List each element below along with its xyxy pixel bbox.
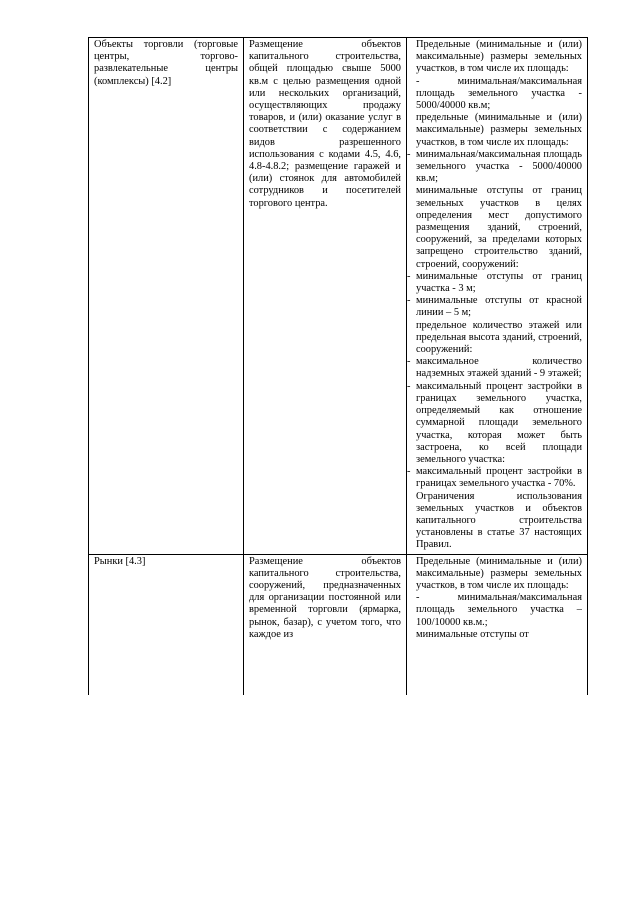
param-list-item: - минимальные отступы от красной линии – 5 м; <box>416 295 582 319</box>
param-text: предельное количество этажей или предельная высота зданий, строений, сооружений: <box>416 319 582 356</box>
use-type-text: Рынки [4.3] <box>94 555 146 567</box>
param-text: предельные (минимальные и (или) максимальные) размеры земельных участков, в том числе их площадь: <box>416 112 582 148</box>
param-text: Ограничения использования земельных участков и объектов капитального строительства установлены в статье 37 настоящих Правил. <box>416 490 582 551</box>
table-row <box>89 38 588 555</box>
use-type-cell <box>89 38 244 555</box>
use-type-cell <box>89 554 244 695</box>
regulations-table <box>88 37 588 695</box>
param-text: Предельные (минимальные и (или) максимальные) размеры земельных участков, в том числе их площадь: <box>416 39 582 75</box>
param-list-item: - минимальные отступы от границ участка - 3 м; <box>416 271 582 295</box>
param-list-item: - максимальный процент застройки в границах земельного участка - 70%. <box>416 466 582 490</box>
parameters-cell <box>407 554 588 695</box>
param-text: минимальные отступы от границ земельных участков в целях определения мест допустимого размещения зданий, строений, сооружений, за пределами которых запрещено строительство зданий, строений, сооружений: <box>416 185 582 270</box>
description-cell <box>244 38 407 555</box>
param-text: - минимальная/максимальная площадь земельного участка - 5000/40000 кв.м; <box>416 75 582 112</box>
param-text: - минимальная/максимальная площадь земельного участка – 100/10000 кв.м.; <box>416 592 582 628</box>
param-text: Предельные (минимальные и (или) максимальные) размеры земельных участков, в том числе их площадь: <box>416 555 582 591</box>
param-list-item: - максимальный процент застройки в границах земельного участка, определяемый как отношение суммарной площади земельного участка, которая может быть застроена, ко всей площади земельного участка: <box>416 381 582 466</box>
param-list-item: - максимальное количество надземных этажей зданий - 9 этажей; <box>416 356 582 380</box>
param-list-item: - минимальная/максимальная площадь земельного участка - 5000/40000 кв.м; <box>416 149 582 186</box>
description-cell <box>244 554 407 695</box>
description-text: Размещение объектов капитального строительства, общей площадью свыше 5000 кв.м с целью размещения одной или нескольких организаций, осуществляющих продажу товаров, и (или) оказание услуг в соответствии с содержанием видов разрешенного использования с кодами 4.5, 4.6, 4.8-4.8.2; размещение гаражей и (или) стоянок для автомобилей сотрудников и посетителей торгового центра. <box>249 39 401 209</box>
parameters-cell <box>407 38 588 555</box>
table-row <box>89 554 588 695</box>
use-type-text: Объекты торговли (торговые центры, торгово-развлекательные центры (комплексы) [4.2] <box>94 39 238 87</box>
description-text: Размещение объектов капитального строительства, сооружений, предназначенных для организации постоянной или временной торговли (ярмарка, рынок, базар), с учетом того, что каждое из <box>249 555 401 640</box>
param-text: минимальные отступы от <box>416 628 529 640</box>
